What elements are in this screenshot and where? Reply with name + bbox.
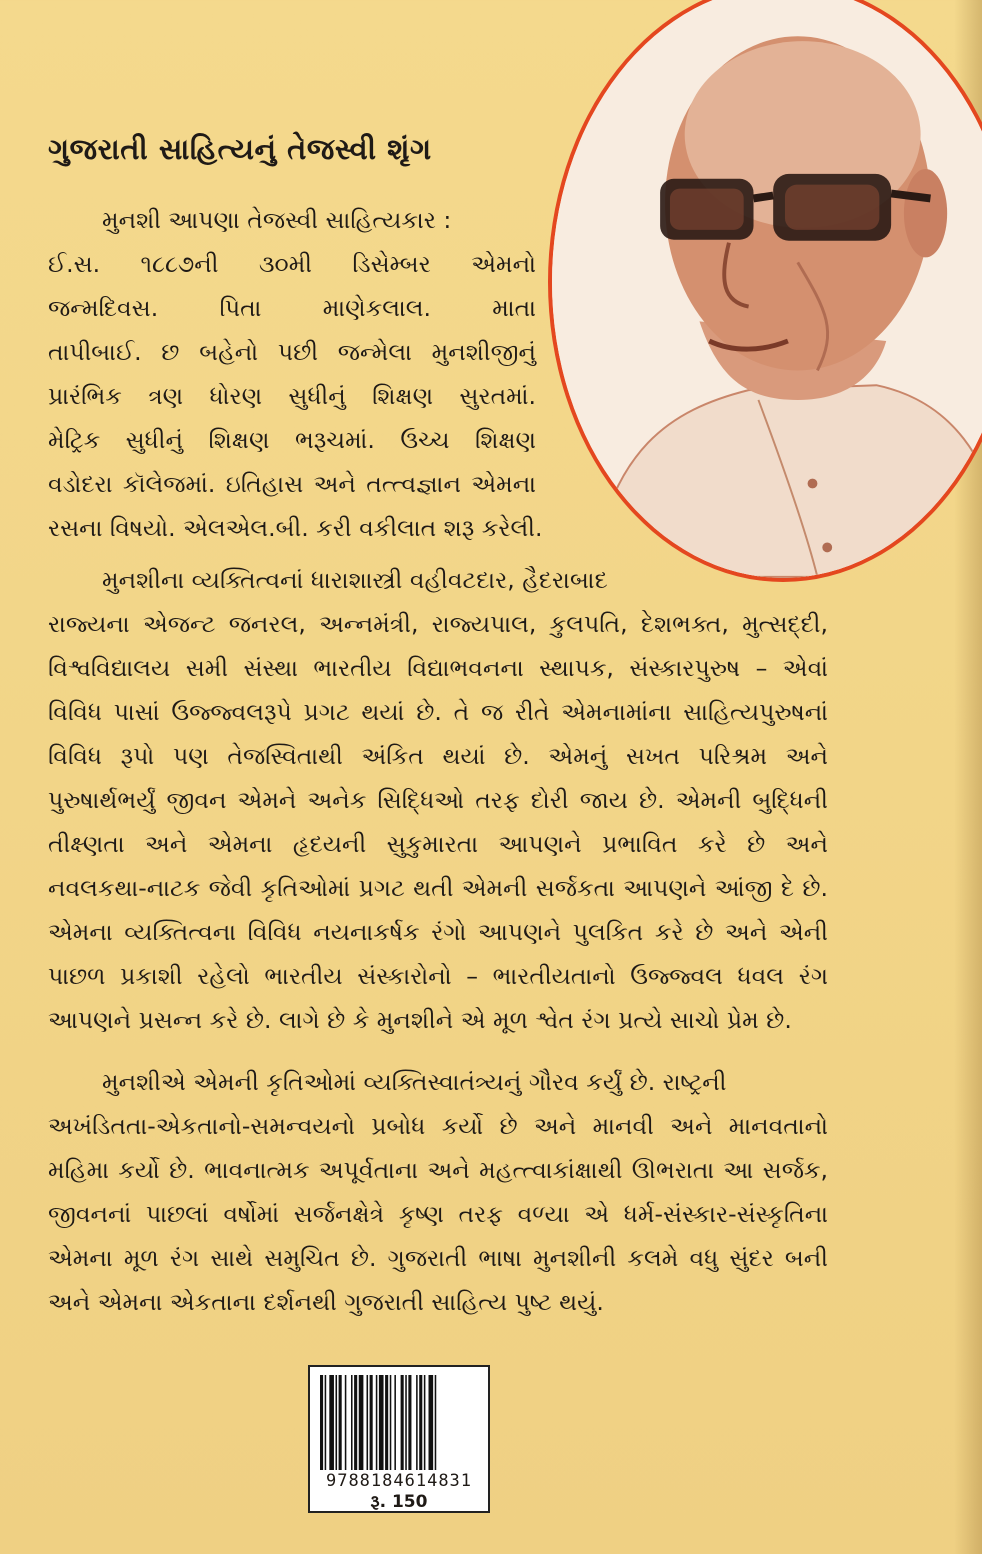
barcode-bar — [429, 1375, 434, 1470]
paragraph-2-line: આપણને પ્રસન્ન કરે છે. લાગે છે કે મુનશીને એ મૂળ શ્વેત રંગ પ્રત્યે સાચો પ્રેમ છે. — [48, 1006, 792, 1034]
barcode-sticker — [308, 1365, 490, 1513]
barcode-bars — [320, 1375, 478, 1470]
barcode-bar — [401, 1375, 404, 1470]
paragraph-1-line: મુનશી આપણા તેજસ્વી સાહિત્યકાર : — [102, 206, 452, 234]
barcode-bar — [329, 1375, 334, 1470]
paragraph-1-line: જન્મદિવસ. પિતા માણેકલાલ. માતા — [48, 294, 536, 322]
paragraph-1-line: પ્રારંભિક ત્રણ ધોરણ સુધીનું શિક્ષણ સુરતમાં. — [48, 382, 536, 410]
paragraph-2-line: પાછળ પ્રકાશી રહેલો ભારતીય સંસ્કારોનો – ભારતીયતાનો ઉજ્જ્વલ ધવલ રંગ — [48, 962, 828, 990]
barcode-bar — [405, 1375, 407, 1470]
barcode-bar — [359, 1375, 364, 1470]
paragraph-3-line: અખંડિતતા-એકતાનો-સમન્વયનો પ્રબોધ કર્યો છે અને માનવી અને માનવતાનો — [48, 1112, 828, 1140]
barcode-bar — [390, 1375, 392, 1470]
isbn-number: 9788184614831 — [325, 1471, 473, 1491]
paragraph-1-line: વડોદરા કૉલેજમાં. ઇતિહાસ અને તત્ત્વજ્ઞાન એમના — [48, 470, 536, 498]
barcode-bar — [376, 1375, 378, 1470]
barcode-bar — [336, 1375, 338, 1470]
paragraph-2-line: વિશ્વવિદ્યાલય સમી સંસ્થા ભારતીય વિદ્યાભવનના સ્થાપક, સંસ્કારપુરુષ – એવાં — [48, 654, 828, 682]
barcode-bar — [424, 1375, 426, 1470]
paragraph-3-line: મહિમા કર્યો છે. ભાવનાત્મક અપૂર્વતાના અને મહત્ત્વાકાંક્ષાથી ઊભરાતા આ સર્જક, — [48, 1156, 828, 1184]
barcode-bar — [370, 1375, 373, 1470]
paragraph-2-line: એમના વ્યક્તિત્વના વિવિધ નયનાકર્ષક રંગો આપણને પુલકિત કરે છે અને એની — [48, 918, 828, 946]
barcode-bar — [419, 1375, 422, 1470]
paragraph-1-line: તાપીબાઈ. છ બહેનો પછી જન્મેલા મુનશીજીનું — [48, 338, 536, 366]
paragraph-2-line: વિવિધ રૂપો પણ તેજસ્વિતાથી અંકિત થયાં છે. એમનું સખત પરિશ્રમ અને — [48, 742, 828, 770]
paragraph-2 — [48, 558, 828, 1042]
paragraph-1 — [48, 198, 543, 550]
barcode-bar — [339, 1375, 342, 1470]
barcode-bar — [320, 1375, 323, 1470]
barcode-bar — [354, 1375, 357, 1470]
paragraph-3-line: અને એમના એકતાના દર્શનથી ગુજરાતી સાહિત્ય પુષ્ટ થયું. — [48, 1288, 604, 1316]
paragraph-3-line: એમના મૂળ રંગ સાથે સમુચિત છે. ગુજરાતી ભાષા મુનશીની કલમે વધુ સુંદર બની — [48, 1244, 828, 1272]
paragraph-3 — [48, 1060, 828, 1324]
barcode-bar — [379, 1375, 384, 1470]
author-portrait — [548, 0, 982, 582]
paragraph-2-line: નવલકથા-નાટક જેવી કૃતિઓમાં પ્રગટ થતી એમની સર્જકતા આપણને આંજી દે છે. — [48, 874, 828, 902]
barcode-bar — [416, 1375, 418, 1470]
heading: ગુજરાતી સાહિત્યનું તેજસ્વી શૃંગ — [48, 132, 432, 166]
barcode-bar — [394, 1375, 396, 1470]
paragraph-2-line: મુનશીના વ્યક્તિત્વનાં ધારાશાસ્ત્રી વહીવટદાર, હૈદરાબાદ — [102, 566, 608, 594]
paragraph-1-line: મેટ્રિક સુધીનું શિક્ષણ ભરૂચમાં. ઉચ્ચ શિક્ષણ — [48, 426, 536, 454]
paragraph-2-line: તીક્ષ્ણતા અને એમના હૃદયની સુકુમારતા આપણને પ્રભાવિત કરે છે અને — [48, 830, 828, 858]
barcode-bar — [408, 1375, 411, 1470]
barcode-bar — [385, 1375, 388, 1470]
paragraph-2-line: પુરુષાર્થભર્યું જીવન એમને અનેક સિદ્ધિઓ તરફ દોરી જાય છે. એમની બુદ્ધિની — [48, 786, 828, 814]
paragraph-2-line: રાજ્યના એજન્ટ જનરલ, અન્નમંત્રી, રાજ્યપાલ, કુલપતિ, દેશભક્ત, મુત્સદ્દી, — [48, 610, 828, 638]
barcode-bar — [351, 1375, 353, 1470]
paragraph-1-line: રસના વિષયો. એલએલ.બી. કરી વકીલાત શરૂ કરેલી. — [48, 514, 543, 542]
barcode-bar — [435, 1375, 437, 1470]
paragraph-3-line: જીવનનાં પાછલાં વર્ષોમાં સર્જનક્ષેત્રે કૃષ્ણ તરફ વળ્યા એ ધર્મ-સંસ્કાર-સંસ્કૃતિના — [48, 1200, 828, 1228]
barcode-bar — [325, 1375, 327, 1470]
barcode-bar — [345, 1375, 347, 1470]
portrait-sketch — [552, 0, 982, 578]
barcode-bar — [367, 1375, 369, 1470]
paragraph-2-line: વિવિધ પાસાં ઉજ્જ્વલરૂપે પ્રગટ થયાં છે. તે જ રીતે એમનામાંના સાહિત્યપુરુષનાં — [48, 698, 828, 726]
price-label: રૂ. 150 — [370, 1492, 428, 1512]
paragraph-1-line: ઈ.સ. ૧૮૮૭ની ૩૦મી ડિસેમ્બર એમનો — [48, 250, 536, 278]
paragraph-3-line: મુનશીએ એમની કૃતિઓમાં વ્યક્તિસ્વાતંત્ર્યનું ગૌરવ કર્યું છે. રાષ્ટ્રની — [102, 1068, 727, 1096]
